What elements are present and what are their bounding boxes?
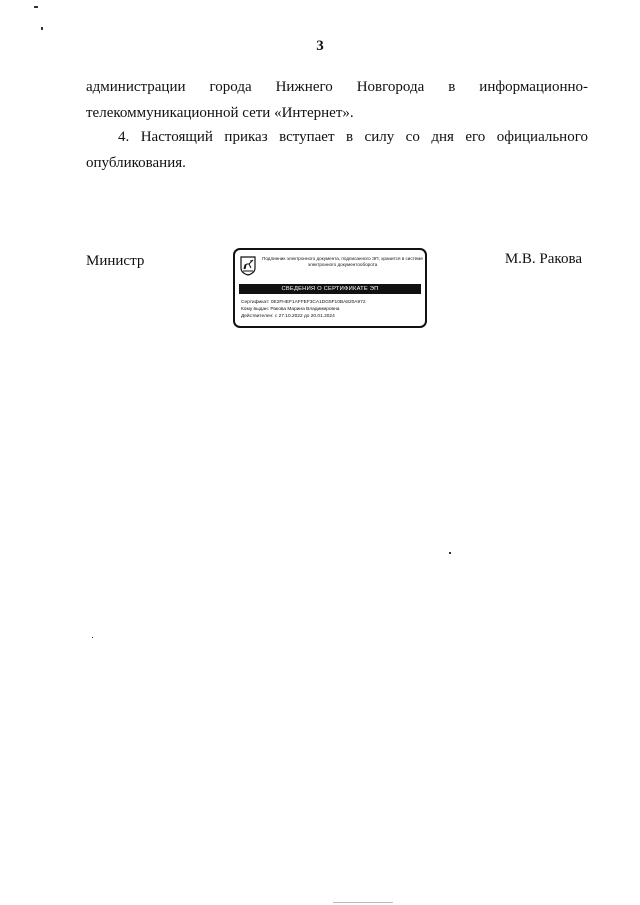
paragraph-line: опубликования. [86,155,186,171]
scan-speck [41,27,43,30]
page-number: 3 [316,38,324,54]
scan-speck [449,552,451,554]
certificate-label: Сертификат: [241,300,270,305]
paragraph-line: 4. Настоящий приказ вступает в силу со дня его официального [118,129,588,145]
certificate-value: 0E2FHEF1AFFEF3CA1DG5F10BA820A972 [270,300,366,305]
scan-speck [333,902,393,903]
certificate-row [241,300,366,306]
signer-title: Министр [86,253,145,269]
stamp-note: Подлинник электронного документа, подписанного ЭП, хранится в системе электронного документооборота [262,256,423,267]
issued-to-row [241,307,339,313]
validity-row [241,314,335,320]
signer-name: М.В. Ракова [504,251,582,267]
paragraph-item-4 [86,124,588,176]
paragraph-line: телекоммуникационной сети «Интернет». [86,105,354,121]
scan-speck [34,6,38,8]
paragraph-line: администрации города Нижнего Новгорода в информационно- [86,79,588,95]
issued-to-label: Кому выдан: [241,307,269,312]
issued-to-value: Ракова Марина Владимировна [270,307,340,312]
validity-value: с 27.10.2022 до 20.01.2024 [274,314,335,319]
stamp-header: СВЕДЕНИЯ О СЕРТИФИКАТЕ ЭП [239,284,421,294]
paragraph-continuation [86,74,588,126]
scan-speck [92,637,93,638]
validity-label: Действителен: [241,314,274,319]
e-signature-stamp [233,248,427,328]
deer-emblem-icon [240,256,256,276]
